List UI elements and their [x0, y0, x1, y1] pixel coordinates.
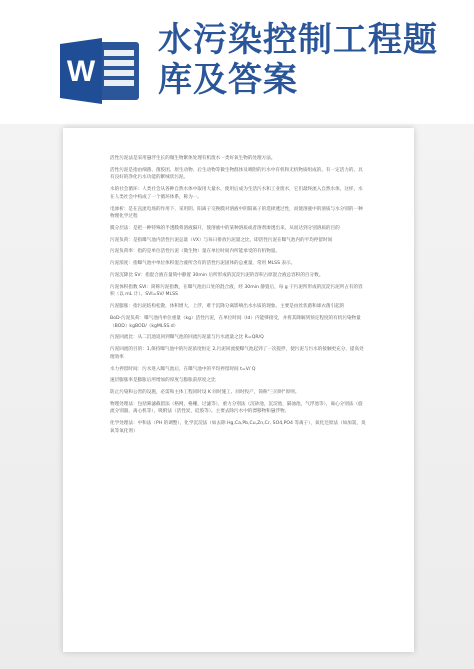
paragraph: 活性污泥法是采用悬浮生长的微生物絮体处理有机废水一类好氧生物的处理方法。	[110, 156, 276, 161]
paragraph: 污泥回流的目的：1,保持曝气池中的污泥浓度恒定 2,污泥回流使曝气池起到了一次搅拌，使污泥与污水的接触更充分，提高处理效率	[110, 347, 364, 360]
bottom-fade	[118, 632, 358, 646]
paragraph: 化学处理法：中和法（PH 的调整），化学沉淀法（如去除 Hg,Ca,Pb,Cu,Zn,Cr, SO4,PO4 等离子），氧化还原法（如加氯，臭氧等氧化剂）	[110, 421, 366, 434]
paragraph: 污泥体积指数 SVI：简称污泥指数，在曝气池出口处的混合液，经 30min 静置后，每 g 干污泥所形成的沉淀污泥所占有的容积（以 mL 计）。SVI=SV/ MLSS	[110, 284, 363, 298]
paragraph: 膜分层法：是把一种特殊的半透膜将溶液隔开，使溶液中的某种溶质或者溶剂渗透出来，从而达到分别溶质的目的	[110, 225, 340, 231]
page-title	[158, 20, 458, 100]
word-icon-letter: W	[66, 55, 96, 88]
paragraph: 物理处理法：包括筛滤截留法（格网，格栅，过滤等），重力分别法（沉砂池，沉淀池，隔油池，气浮池等），离心分别法（旋流分别器，离心机等），吸附法（活性炭，硅胶等）。主要去除污水中的漂移物和悬浮物。	[110, 401, 363, 415]
paragraph: 水的社会循环：人类社会从各种自然水体中取用大量水，使用后成为生活污水和工业废水，它们最终流入自然水体，这样，水在人类社会中构成了一个循环体系，称为一。	[110, 187, 363, 200]
word-document-icon	[58, 36, 140, 106]
title-line-1: 水污染控制工程题	[158, 20, 438, 60]
paragraph: 活性污泥是指由细菌、菌胶团、原生动物、后生动物等微生物群体及吸附的污水中有机和无机物质组成的、有一定活力的、具有良好的净化污水功能的絮绒状污泥。	[110, 167, 363, 181]
document-page	[63, 128, 414, 652]
paragraph: 水力停留时间：污水进入曝气池后，在曝气池中的平均停留时间 t=V/ Q	[110, 366, 256, 372]
document-body	[110, 155, 366, 440]
paragraph: 污泥负荷率：指的是单位活性污泥（微生物）量在单位时间内所能承受的有机物量。	[110, 249, 280, 255]
document-header	[0, 0, 474, 124]
paragraph: 电渗析：是在直流电场的作用下，采用阴、阳离子交换膜对溶液中阴阳离子的选择透过性，而使溶液中的溶质与水分别的一种物理化学过程	[110, 206, 363, 220]
paragraph: BoD-污泥负荷：曝气池内单位重量（kg）活性污泥，在单位时间（Id）内能够接受，并将其降解到预定程度的有机污染物量（BOD）kgBOD/（kgMLSS.d）	[110, 315, 361, 329]
paragraph: 污泥浓度：指曝气池中单位体积混合液所含有的活性污泥固体的总重量，常用 MLSS 表示。	[110, 261, 296, 267]
paragraph: 污泥回流比：从二沉池返回到曝气池的回流污泥量与污水流量之比 R=QR/Q	[110, 335, 264, 341]
paragraph: 污泥负荷：是指曝气池内活性污泥总量（VX）与每日排放污泥量之比，即活性污泥在曝气池内的平均停留时间	[110, 237, 333, 243]
paragraph: 污泥沉降比 SV：指混合液在量筒中静置 30min 后所形成的沉淀污泥的容积占原混合液总容积的百分数。	[110, 273, 324, 279]
paragraph: 速层膨胀率是膨胀后所增加的厚度与膨胀前厚度之比	[110, 378, 216, 384]
title-line-2: 库及答案	[158, 60, 298, 100]
paragraph: 污泥膨胀：指污泥结构松散，体积增大，上浮，难于沉降分离影响出水水质的现象。主要是由丝状菌和球衣菌引起的	[110, 304, 345, 310]
paragraph: 防止污染和公害的设施，必需和主体工程同时设 K 同时施工、同时投产，简称"三同时"原则。	[110, 390, 300, 396]
